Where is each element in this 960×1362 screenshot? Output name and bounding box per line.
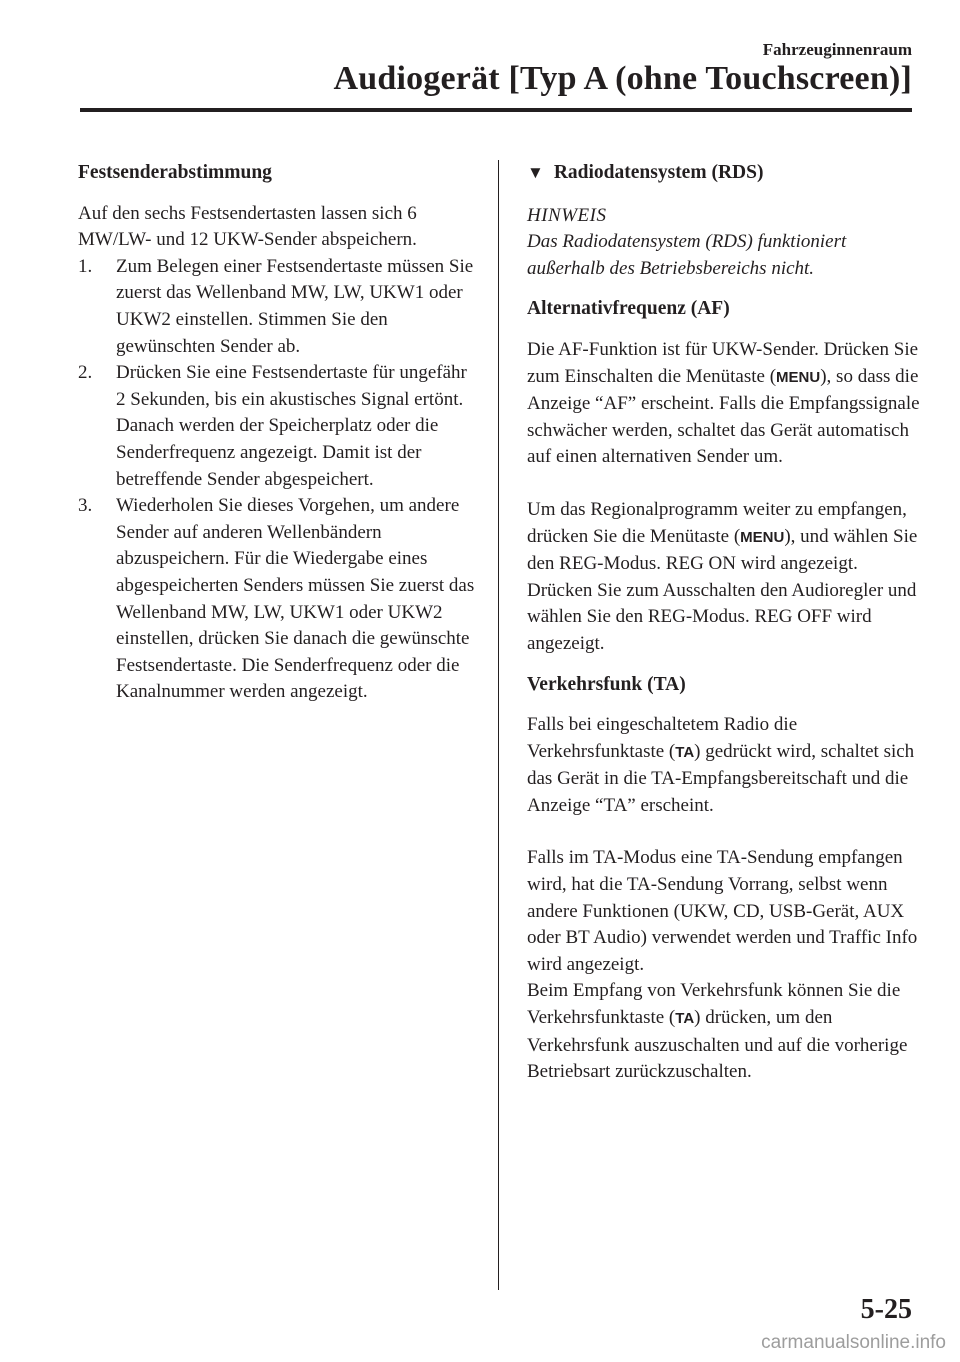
triangle-down-icon: ▼: [527, 163, 544, 182]
step-number: 3.: [78, 495, 93, 517]
step-number: 2.: [78, 362, 93, 384]
watermark: carmanualsonline.info: [761, 1332, 946, 1353]
list-item: [78, 493, 478, 706]
step-text: Wiederholen Sie dieses Vorgehen, um andere Sender auf anderen Wellenbändern abzuspeichern. Für die Wiedergabe eines abgespeicherten Senders müssen Sie zuerst das Wellenband MW, LW, UKW1 oder UKW2 einstellen, drücken Sie danach die gewünschte Festsendertaste. Die Senderfrequenz oder die Kanalnummer werden angezeigt.: [116, 495, 475, 703]
step-text: Zum Belegen einer Festsendertaste müssen Sie zuerst das Wellenband MW, LW, UKW1 oder UKW2 einstellen. Stimmen Sie den gewünschten Sender ab.: [116, 255, 474, 357]
rds-section-title: Radiodatensystem (RDS): [553, 162, 764, 183]
note-label: HINWEIS: [527, 204, 607, 226]
list-item: [78, 254, 478, 360]
page-number: 5-25: [860, 1294, 912, 1325]
ta-heading: Verkehrsfunk (TA): [527, 673, 686, 695]
preset-tuning-intro: Auf den sechs Festsendertasten lassen sich 6 MW/LW- und 12 UKW-Sender abspeichern.: [78, 202, 417, 251]
ta-key-label: TA: [675, 743, 695, 761]
ta-paragraph-2: Falls im TA-Modus eine TA-Sendung empfangen wird, hat die TA-Sendung Vorrang, selbst wenn andere Funktionen (UKW, CD, USB-Gerät, AUX oder BT Audio) verwendet werden und Traffic Info wird angezeigt.: [527, 847, 918, 975]
af-paragraph-1: Die AF-Funktion ist für UKW-Sender. Drücken Sie zum Einschalten die Menütaste (MENU), so dass die Anzeige “AF” erscheint. Falls die Empfangssignale schwächer werden, schaltet das Gerät automatisch auf einen alternativen Sender um.: [527, 338, 920, 468]
right-column: [527, 160, 927, 1086]
left-column: [78, 160, 478, 706]
af-paragraph-2: Um das Regionalprogramm weiter zu empfangen, drücken Sie die Menütaste (MENU), und wählen Sie den REG-Modus. REG ON wird angezeigt. Drücken Sie zum Ausschalten den Audioregler und wählen Sie den REG-Modus. REG OFF wird angezeigt.: [527, 498, 918, 654]
ta-paragraph-3: Beim Empfang von Verkehrsfunk können Sie die Verkehrsfunktaste (TA) drücken, um den Verkehrsfunk auszuschalten und auf die vorherige Betriebsart zurückzuschalten.: [527, 980, 908, 1083]
preset-steps-list: [78, 254, 478, 706]
step-number: 1.: [78, 255, 93, 277]
header-divider: [80, 108, 912, 112]
list-item: [78, 360, 478, 493]
header-section-label: Fahrzeuginnenraum: [762, 40, 912, 59]
menu-key-label: MENU: [740, 528, 785, 546]
menu-key-label: MENU: [776, 368, 821, 386]
note-text: Das Radiodatensystem (RDS) funktioniert außerhalb des Betriebsbereichs nicht.: [527, 231, 847, 279]
ta-paragraph-1: Falls bei eingeschaltetem Radio die Verkehrsfunktaste (TA) gedrückt wird, schaltet sich das Gerät in die TA-Empfangsbereitschaft und die Anzeige “TA” erscheint.: [527, 714, 915, 816]
step-text: Drücken Sie eine Festsendertaste für ungefähr 2 Sekunden, bis ein akustisches Signal ertönt. Danach werden der Speicherplatz oder die Senderfrequenz angezeigt. Damit ist der betreffende Sender abgespeichert.: [116, 362, 467, 490]
page-title: Audiogerät [Typ A (ohne Touchscreen)]: [333, 60, 912, 97]
ta-key-label: TA: [675, 1010, 695, 1028]
preset-tuning-heading: Festsenderabstimmung: [78, 162, 272, 183]
af-heading: Alternativfrequenz (AF): [527, 298, 730, 320]
column-divider: [498, 160, 499, 1290]
rds-section-heading: [527, 160, 927, 187]
